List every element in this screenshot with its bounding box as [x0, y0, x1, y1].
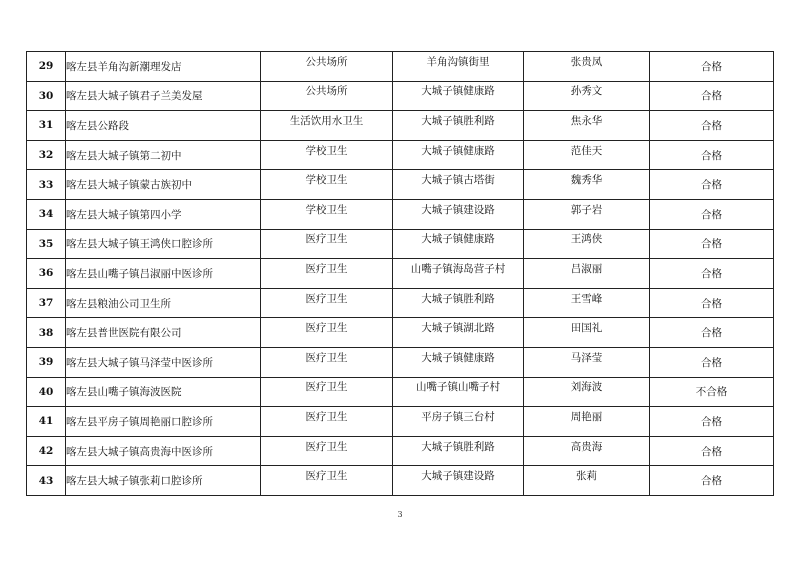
result-cell: 合格 — [650, 466, 774, 496]
person-cell: 田国礼 — [524, 318, 650, 348]
unit-name-cell: 喀左县山嘴子镇海波医院 — [66, 377, 261, 407]
result-cell: 合格 — [650, 407, 774, 437]
category-cell: 学校卫生 — [261, 140, 393, 170]
table-row — [27, 52, 774, 82]
person-cell: 王鸿侠 — [524, 229, 650, 259]
result-cell: 合格 — [650, 288, 774, 318]
table-row — [27, 229, 774, 259]
address-cell: 羊角沟镇街里 — [393, 52, 524, 82]
table-row — [27, 199, 774, 229]
address-cell: 大城子镇湖北路 — [393, 318, 524, 348]
address-cell: 大城子镇胜利路 — [393, 288, 524, 318]
address-cell: 大城子镇健康路 — [393, 140, 524, 170]
category-cell: 学校卫生 — [261, 170, 393, 200]
person-cell: 刘海波 — [524, 377, 650, 407]
category-cell: 医疗卫生 — [261, 288, 393, 318]
table-row — [27, 377, 774, 407]
row-number-cell: 43 — [27, 466, 66, 496]
category-cell: 医疗卫生 — [261, 377, 393, 407]
unit-name-cell: 喀左县大城子镇第二初中 — [66, 140, 261, 170]
person-cell: 孙秀文 — [524, 81, 650, 111]
unit-name-cell: 喀左县羊角沟新潮理发店 — [66, 52, 261, 82]
row-number-cell: 31 — [27, 111, 66, 141]
unit-name-cell: 喀左县公路段 — [66, 111, 261, 141]
result-cell: 合格 — [650, 81, 774, 111]
table-row — [27, 140, 774, 170]
result-cell: 合格 — [650, 436, 774, 466]
row-number-cell: 32 — [27, 140, 66, 170]
table-row — [27, 259, 774, 289]
person-cell: 马泽莹 — [524, 347, 650, 377]
table-row — [27, 170, 774, 200]
person-cell: 吕淑丽 — [524, 259, 650, 289]
category-cell: 医疗卫生 — [261, 229, 393, 259]
result-cell: 合格 — [650, 170, 774, 200]
address-cell: 大城子镇建设路 — [393, 466, 524, 496]
address-cell: 大城子镇建设路 — [393, 199, 524, 229]
row-number-cell: 39 — [27, 347, 66, 377]
address-cell: 大城子镇健康路 — [393, 81, 524, 111]
row-number-cell: 30 — [27, 81, 66, 111]
table-row — [27, 288, 774, 318]
table-body — [27, 52, 774, 496]
person-cell: 张贵凤 — [524, 52, 650, 82]
unit-name-cell: 喀左县大城子镇第四小学 — [66, 199, 261, 229]
table-row — [27, 407, 774, 437]
result-cell: 合格 — [650, 318, 774, 348]
category-cell: 公共场所 — [261, 52, 393, 82]
category-cell: 医疗卫生 — [261, 436, 393, 466]
row-number-cell: 29 — [27, 52, 66, 82]
category-cell: 医疗卫生 — [261, 407, 393, 437]
person-cell: 高贵海 — [524, 436, 650, 466]
unit-name-cell: 喀左县大城子镇张莉口腔诊所 — [66, 466, 261, 496]
person-cell: 范佳天 — [524, 140, 650, 170]
table-row — [27, 318, 774, 348]
table-row — [27, 111, 774, 141]
row-number-cell: 37 — [27, 288, 66, 318]
category-cell: 医疗卫生 — [261, 466, 393, 496]
row-number-cell: 35 — [27, 229, 66, 259]
unit-name-cell: 喀左县粮油公司卫生所 — [66, 288, 261, 318]
person-cell: 郭子岩 — [524, 199, 650, 229]
result-cell: 合格 — [650, 199, 774, 229]
unit-name-cell: 喀左县山嘴子镇吕淑丽中医诊所 — [66, 259, 261, 289]
unit-name-cell: 喀左县大城子镇马泽莹中医诊所 — [66, 347, 261, 377]
unit-name-cell: 喀左县大城子镇蒙古族初中 — [66, 170, 261, 200]
result-cell: 合格 — [650, 229, 774, 259]
person-cell: 张莉 — [524, 466, 650, 496]
address-cell: 山嘴子镇海岛营子村 — [393, 259, 524, 289]
page-number: 3 — [397, 510, 403, 519]
table-row — [27, 347, 774, 377]
person-cell: 焦永华 — [524, 111, 650, 141]
category-cell: 医疗卫生 — [261, 259, 393, 289]
person-cell: 魏秀华 — [524, 170, 650, 200]
result-cell: 合格 — [650, 140, 774, 170]
row-number-cell: 38 — [27, 318, 66, 348]
address-cell: 大城子镇胜利路 — [393, 436, 524, 466]
address-cell: 大城子镇健康路 — [393, 347, 524, 377]
result-cell: 不合格 — [650, 377, 774, 407]
category-cell: 学校卫生 — [261, 199, 393, 229]
address-cell: 大城子镇古塔街 — [393, 170, 524, 200]
unit-name-cell: 喀左县大城子镇王鸿侠口腔诊所 — [66, 229, 261, 259]
address-cell: 平房子镇三台村 — [393, 407, 524, 437]
inspection-table — [26, 51, 774, 496]
table-row — [27, 466, 774, 496]
result-cell: 合格 — [650, 111, 774, 141]
unit-name-cell: 喀左县普世医院有限公司 — [66, 318, 261, 348]
table-row — [27, 81, 774, 111]
row-number-cell: 42 — [27, 436, 66, 466]
category-cell: 医疗卫生 — [261, 347, 393, 377]
row-number-cell: 40 — [27, 377, 66, 407]
row-number-cell: 41 — [27, 407, 66, 437]
result-cell: 合格 — [650, 347, 774, 377]
result-cell: 合格 — [650, 52, 774, 82]
row-number-cell: 33 — [27, 170, 66, 200]
row-number-cell: 36 — [27, 259, 66, 289]
category-cell: 生活饮用水卫生 — [261, 111, 393, 141]
unit-name-cell: 喀左县大城子镇君子兰美发屋 — [66, 81, 261, 111]
unit-name-cell: 喀左县大城子镇高贵海中医诊所 — [66, 436, 261, 466]
address-cell: 山嘴子镇山嘴子村 — [393, 377, 524, 407]
unit-name-cell: 喀左县平房子镇周艳丽口腔诊所 — [66, 407, 261, 437]
category-cell: 医疗卫生 — [261, 318, 393, 348]
table-row — [27, 436, 774, 466]
row-number-cell: 34 — [27, 199, 66, 229]
person-cell: 王雪峰 — [524, 288, 650, 318]
address-cell: 大城子镇胜利路 — [393, 111, 524, 141]
result-cell: 合格 — [650, 259, 774, 289]
address-cell: 大城子镇健康路 — [393, 229, 524, 259]
category-cell: 公共场所 — [261, 81, 393, 111]
person-cell: 周艳丽 — [524, 407, 650, 437]
